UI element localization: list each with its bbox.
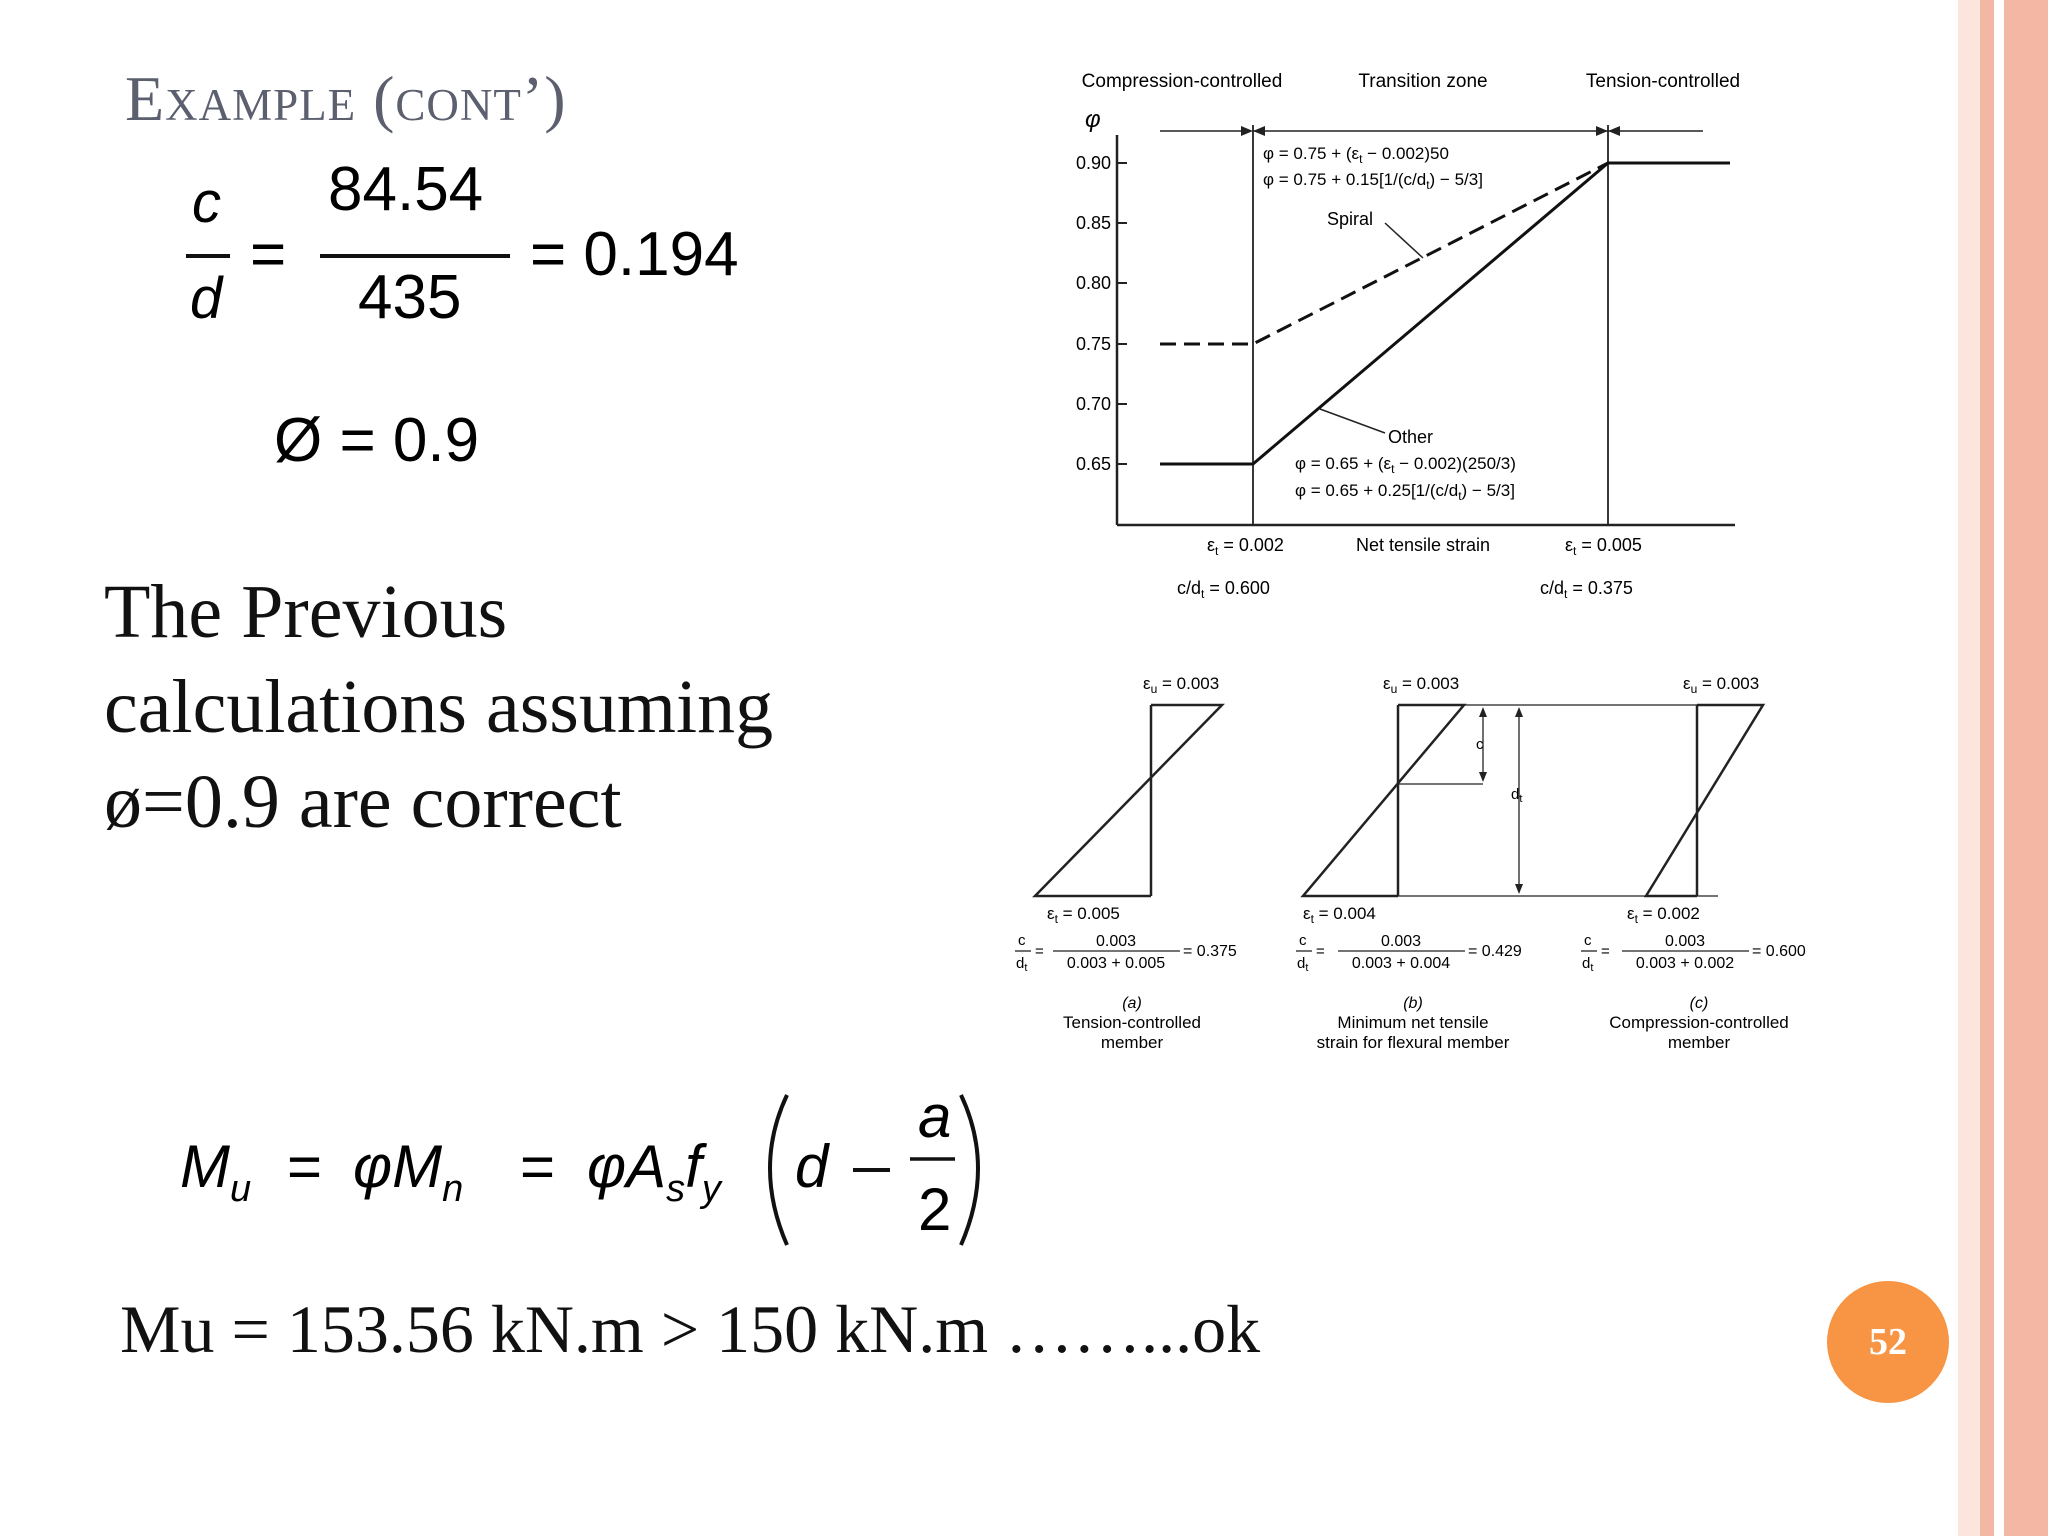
formula-d: d [795, 1133, 829, 1200]
formula-a: a [918, 1083, 952, 1150]
ratio-den-c: 0.003 + 0.002 [1635, 955, 1735, 972]
x-label-strain-0002: $\varepsilon_t = 0.002$ [1207, 535, 1284, 558]
eq-equals-1: = [250, 220, 287, 289]
ratio-c-c: c [1584, 932, 1592, 949]
caption-line1-a: Tension-controlled [1063, 1013, 1201, 1032]
x-label-cd-0375: $c/d_t = 0.375$ [1540, 578, 1633, 601]
y-tick-label-070: 0.70 [1075, 394, 1111, 414]
ratio-num-c: 0.003 [1664, 933, 1706, 950]
dt-dimension-label: $d_t$ [1511, 786, 1523, 805]
x-label-cd-0600: $c/d_t = 0.600$ [1177, 578, 1270, 601]
et-label-b: $\varepsilon_t = 0.004$ [1303, 904, 1376, 926]
x-label-strain-0005: $\varepsilon_t = 0.005$ [1565, 535, 1642, 558]
formula-mu: $M_u$ [180, 1133, 252, 1210]
ratio-result-c: = 0.600 [1752, 943, 1806, 960]
spiral-equation-2: $\varphi = 0.75 + 0.15[1/(c/d_t) - 5/3]$ [1263, 170, 1483, 192]
ratio-eq-c: = [1601, 943, 1610, 960]
ratio-den-b: 0.003 + 0.004 [1351, 955, 1451, 972]
ratio-c-b: c [1299, 932, 1307, 949]
page-number-badge: 52 [1827, 1281, 1949, 1403]
body-line-3: ø=0.9 are correct [104, 760, 622, 844]
caption-line1-b: Minimum net tensile [1337, 1013, 1489, 1032]
border-stripe-white [1994, 0, 2004, 1536]
caption-line2-a: member [1100, 1033, 1164, 1052]
formula-right-paren [961, 1095, 978, 1245]
other-equation-2: $\varphi = 0.65 + 0.25[1/(c/d_t) - 5/3]$ [1295, 481, 1515, 503]
cd-ratio-equation [180, 160, 800, 360]
phi-equation [270, 395, 570, 485]
ratio-dt-b: $d_t$ [1297, 955, 1309, 974]
et-label-a: $\varepsilon_t = 0.005$ [1047, 904, 1120, 926]
zone-compression-label: Compression-controlled [1081, 71, 1283, 92]
caption-letter-b: (b) [1403, 995, 1423, 1012]
spiral-label: Spiral [1327, 209, 1374, 229]
formula-eq1: = [287, 1133, 323, 1200]
other-label: Other [1388, 427, 1434, 447]
eu-label-b: $\varepsilon_u = 0.003$ [1383, 674, 1460, 696]
phi-equation-text: Ø = 0.9 [274, 406, 480, 475]
body-text [104, 565, 964, 850]
caption-letter-a: (a) [1122, 995, 1142, 1012]
formula-left-paren [770, 1095, 787, 1245]
et-label-c: $\varepsilon_t = 0.002$ [1627, 904, 1700, 926]
y-tick-label-080: 0.80 [1075, 273, 1111, 293]
ratio-eq-a: = [1035, 943, 1044, 960]
other-equation-1: $\varphi = 0.65 + (\varepsilon_t - 0.002)(250/3)$ [1295, 454, 1516, 476]
eu-label-c: $\varepsilon_u = 0.003$ [1683, 674, 1760, 696]
caption-line2-c: member [1667, 1033, 1731, 1052]
ratio-dt-a: $d_t$ [1016, 955, 1028, 974]
y-tick-label-065: 0.65 [1075, 454, 1111, 474]
formula-phi-as-fy: $\varphi A_sf_y$ [587, 1133, 721, 1210]
eq-result: = 0.194 [530, 220, 739, 289]
ratio-num-b: 0.003 [1380, 933, 1422, 950]
body-line-2: calculations assuming [104, 665, 774, 749]
eq-c-symbol: c [192, 170, 221, 235]
y-axis-phi-symbol: φ [1085, 106, 1101, 133]
border-stripe-inner [2004, 0, 2048, 1536]
formula-phi-mn: $\varphi M_n$ [353, 1133, 464, 1210]
zone-tension-label: Tension-controlled [1585, 71, 1741, 92]
ratio-num-a: 0.003 [1095, 933, 1137, 950]
eq-numerator: 84.54 [328, 160, 484, 224]
ratio-c-a: c [1018, 932, 1026, 949]
ratio-dt-c: $d_t$ [1582, 955, 1594, 974]
moment-formula [175, 1075, 1025, 1260]
y-tick-label-085: 0.85 [1075, 213, 1111, 233]
phi-strain-chart [1055, 55, 1795, 610]
c-dimension-label: c [1476, 736, 1484, 753]
result-line: Mu = 153.56 kN.m > 150 kN.m ……...ok [120, 1291, 1261, 1367]
body-line-1: The Previous [104, 570, 508, 654]
eu-label-a: $\varepsilon_u = 0.003$ [1143, 674, 1220, 696]
border-stripe-light [1958, 0, 1980, 1536]
ratio-result-b: = 0.429 [1468, 943, 1522, 960]
y-tick-label-075: 0.75 [1075, 334, 1111, 354]
y-tick-label-090: 0.90 [1075, 153, 1111, 173]
x-label-net-tensile-strain: Net tensile strain [1355, 535, 1491, 555]
ratio-eq-b: = [1316, 943, 1325, 960]
caption-letter-c: (c) [1689, 995, 1709, 1012]
formula-two: 2 [918, 1176, 952, 1243]
slide-title: Example (cont’) [125, 63, 567, 134]
border-stripe-outer [1980, 0, 1994, 1536]
zone-transition-label: Transition zone [1358, 71, 1488, 92]
ratio-result-a: = 0.375 [1183, 943, 1237, 960]
strain-diagrams [1005, 635, 1835, 1065]
caption-line2-b: strain for flexural member [1316, 1033, 1510, 1052]
spiral-equation-1: $\varphi = 0.75 + (\varepsilon_t - 0.002)50$ [1263, 144, 1449, 166]
ratio-den-a: 0.003 + 0.005 [1066, 955, 1166, 972]
caption-line1-c: Compression-controlled [1609, 1013, 1789, 1032]
eq-denominator: 435 [358, 263, 462, 332]
formula-eq2: = [520, 1133, 556, 1200]
eq-d-symbol: d [190, 266, 223, 331]
